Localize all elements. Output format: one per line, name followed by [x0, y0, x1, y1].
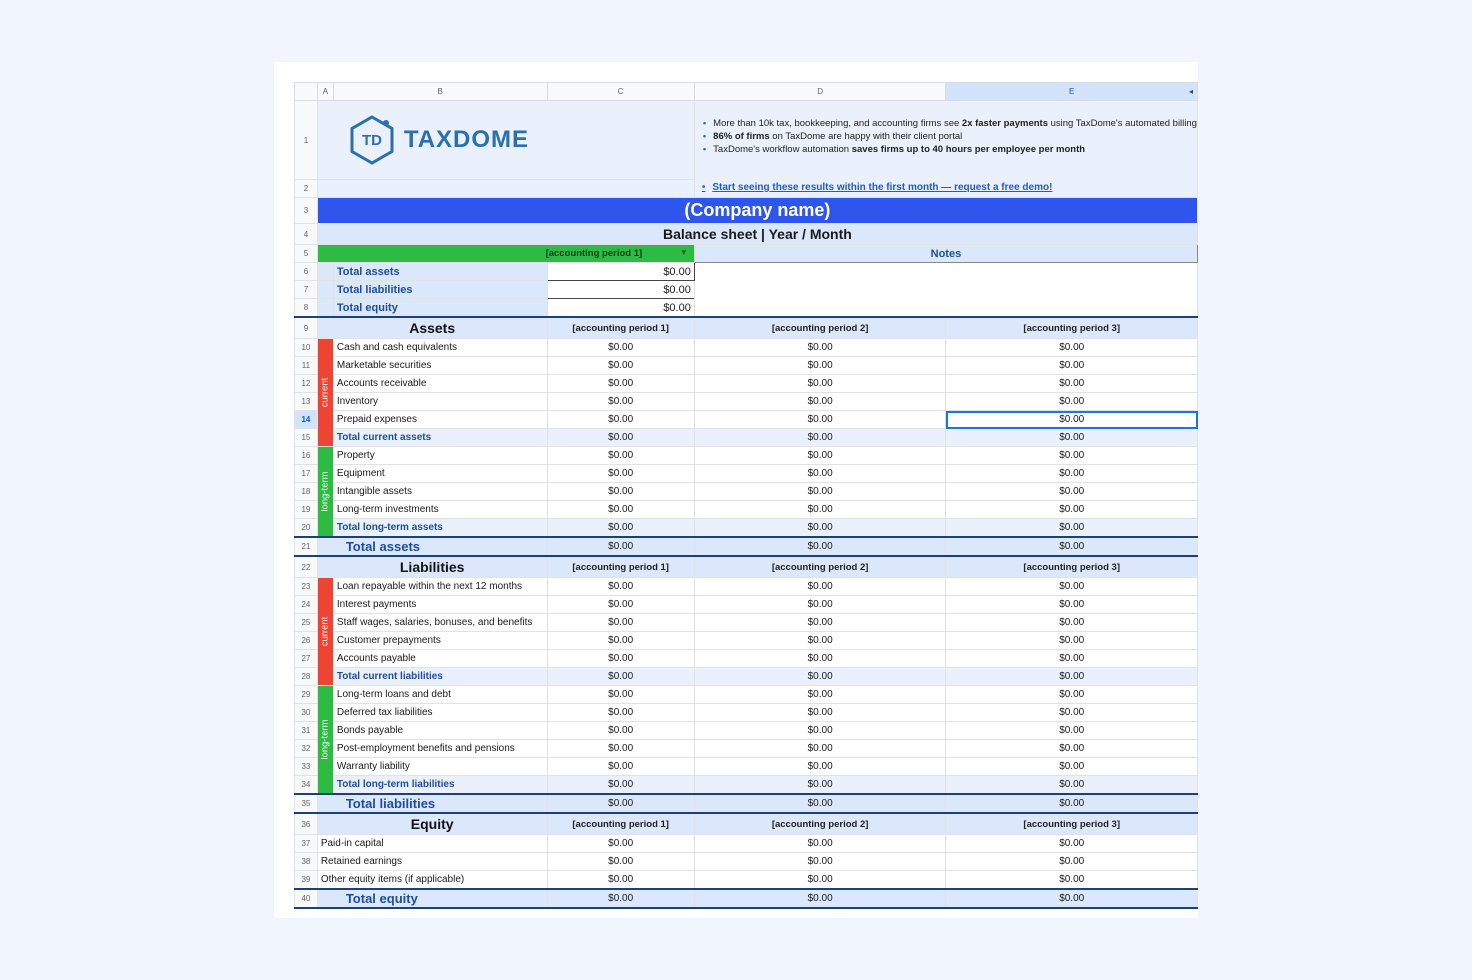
line-item-row — [295, 871, 1198, 890]
spreadsheet-frame — [274, 62, 1198, 918]
value-cell-period-1[interactable]: $0.00 — [547, 722, 694, 740]
value-cell-period-1[interactable]: $0.00 — [547, 393, 694, 411]
value-cell-period-1[interactable]: $0.00 — [547, 740, 694, 758]
row-header-26[interactable]: 26 — [295, 632, 318, 650]
liabilities-header-row — [295, 556, 1198, 578]
line-item-label[interactable]: Intangible assets — [333, 483, 547, 501]
line-item-row — [295, 357, 1198, 375]
summary-label: Total assets — [333, 263, 547, 281]
period-header-2[interactable]: [accounting period 2] — [694, 813, 946, 835]
row-header-10[interactable]: 10 — [295, 339, 318, 357]
value-cell-period-3[interactable]: $0.00 — [946, 429, 1198, 447]
equity-item-label[interactable]: Retained earnings — [317, 853, 547, 871]
total-liabilities: Total liabilities — [317, 794, 547, 813]
column-header-c[interactable]: C — [547, 83, 694, 101]
column-header-row — [295, 83, 1198, 101]
row-header-22[interactable]: 22 — [295, 556, 318, 578]
line-item-row — [295, 393, 1198, 411]
summary-spacer — [317, 281, 333, 299]
line-item-label[interactable]: Deferred tax liabilities — [333, 704, 547, 722]
value-cell-period-3[interactable]: $0.00 — [946, 375, 1198, 393]
row-header-2[interactable]: 2 — [295, 180, 318, 198]
value-cell-period-3[interactable]: $0.00 — [946, 411, 1198, 429]
value-cell-period-2[interactable]: $0.00 — [694, 614, 946, 632]
subtotal-row — [295, 776, 1198, 795]
row-header-3[interactable]: 3 — [295, 198, 318, 224]
value-cell-period-2[interactable]: $0.00 — [694, 758, 946, 776]
line-item-row — [295, 483, 1198, 501]
value-cell-period-2[interactable]: $0.00 — [694, 411, 946, 429]
row-header-20[interactable]: 20 — [295, 519, 318, 538]
row-header-25[interactable]: 25 — [295, 614, 318, 632]
row-header-19[interactable]: 19 — [295, 501, 318, 519]
total-current-assets-label: Total current assets — [333, 429, 547, 447]
line-item-row — [295, 650, 1198, 668]
value-cell-period-3[interactable]: $0.00 — [946, 339, 1198, 357]
row-header-27[interactable]: 27 — [295, 650, 318, 668]
value-cell-period-3[interactable]: $0.00 — [946, 853, 1198, 871]
line-item-label[interactable]: Prepaid expenses — [333, 411, 547, 429]
line-item-row — [295, 339, 1198, 357]
value-cell-period-2[interactable]: $0.00 — [694, 722, 946, 740]
value-cell-period-2[interactable]: $0.00 — [694, 889, 946, 908]
row-header-1[interactable]: 1 — [295, 101, 318, 180]
value-cell-period-2[interactable]: $0.00 — [694, 835, 946, 853]
subtotal-row — [295, 668, 1198, 686]
logo-cell — [317, 101, 694, 180]
sheet-subtitle[interactable]: Balance sheet | Year / Month — [317, 224, 1197, 245]
value-cell-period-1[interactable]: $0.00 — [547, 357, 694, 375]
value-cell-period-2[interactable]: $0.00 — [694, 393, 946, 411]
taxdome-hexagon-icon — [348, 114, 396, 166]
company-name[interactable]: (Company name) — [317, 198, 1197, 224]
value-cell-period-3[interactable]: $0.00 — [946, 650, 1198, 668]
value-cell-period-3[interactable]: $0.00 — [946, 668, 1198, 686]
line-item-label[interactable]: Property — [333, 447, 547, 465]
period-header-1[interactable]: [accounting period 1] — [547, 556, 694, 578]
value-cell-period-3[interactable]: $0.00 — [946, 632, 1198, 650]
subtitle-row — [295, 224, 1198, 245]
value-cell-period-3[interactable]: $0.00 — [946, 596, 1198, 614]
value-cell-period-2[interactable]: $0.00 — [694, 704, 946, 722]
line-item-label[interactable]: Bonds payable — [333, 722, 547, 740]
value-cell-period-3[interactable]: $0.00 — [946, 501, 1198, 519]
row-header-7[interactable]: 7 — [295, 281, 318, 299]
value-cell-period-3[interactable]: $0.00 — [946, 686, 1198, 704]
band-label: current — [319, 377, 331, 407]
promo-bullet: • TaxDome's workflow automation saves firms up to 40 hours per employee per month — [703, 143, 1197, 156]
total-longterm-assets-label: Total long-term assets — [333, 519, 547, 538]
line-item-label[interactable]: Customer prepayments — [333, 632, 547, 650]
total-equity-row — [295, 889, 1198, 908]
band-label: long-term — [319, 470, 331, 512]
row-header-40[interactable]: 40 — [295, 889, 318, 908]
value-cell-period-1[interactable]: $0.00 — [547, 835, 694, 853]
line-item-row — [295, 740, 1198, 758]
row-header-11[interactable]: 11 — [295, 357, 318, 375]
line-item-label[interactable]: Accounts payable — [333, 650, 547, 668]
line-item-row — [295, 447, 1198, 465]
line-item-row — [295, 758, 1198, 776]
row-header-16[interactable]: 16 — [295, 447, 318, 465]
row-header-31[interactable]: 31 — [295, 722, 318, 740]
row-header-17[interactable]: 17 — [295, 465, 318, 483]
line-item-row — [295, 614, 1198, 632]
request-demo-link[interactable]: • Start seeing these results within the first month — request a free demo! — [700, 181, 1053, 194]
value-cell-period-2[interactable]: $0.00 — [694, 794, 946, 813]
period-header-2[interactable]: [accounting period 2] — [694, 556, 946, 578]
period-header-3[interactable]: [accounting period 3] — [946, 317, 1198, 339]
value-cell-period-2[interactable]: $0.00 — [694, 375, 946, 393]
value-cell-period-3[interactable]: $0.00 — [946, 740, 1198, 758]
line-item-row — [295, 704, 1198, 722]
value-cell-period-1[interactable]: $0.00 — [547, 339, 694, 357]
summary-value[interactable]: $0.00 — [547, 263, 694, 281]
summary-value[interactable]: $0.00 — [547, 281, 694, 299]
line-item-row — [295, 411, 1198, 429]
assets-longterm_tag-band — [317, 447, 333, 538]
period-select-cell[interactable] — [317, 245, 694, 263]
value-cell-period-3[interactable]: $0.00 — [946, 614, 1198, 632]
line-item-label[interactable]: Staff wages, salaries, bonuses, and benefits — [333, 614, 547, 632]
line-item-label[interactable]: Inventory — [333, 393, 547, 411]
summary-row — [295, 263, 1198, 281]
value-cell-period-3[interactable]: $0.00 — [946, 758, 1198, 776]
summary-label: Total liabilities — [333, 281, 547, 299]
total-equity: Total equity — [317, 889, 547, 908]
value-cell-period-1[interactable]: $0.00 — [547, 686, 694, 704]
value-cell-period-1[interactable]: $0.00 — [547, 375, 694, 393]
value-cell-period-1[interactable]: $0.00 — [547, 447, 694, 465]
value-cell-period-2[interactable]: $0.00 — [694, 501, 946, 519]
row-header-6[interactable]: 6 — [295, 263, 318, 281]
value-cell-period-3[interactable]: $0.00 — [946, 537, 1198, 556]
total-assets-row — [295, 537, 1198, 556]
value-cell-period-2[interactable]: $0.00 — [694, 740, 946, 758]
row-header-14[interactable]: 14 — [295, 411, 318, 429]
value-cell-period-1[interactable]: $0.00 — [547, 519, 694, 538]
value-cell-period-2[interactable]: $0.00 — [694, 686, 946, 704]
value-cell-period-1[interactable]: $0.00 — [547, 501, 694, 519]
row-header-33[interactable]: 33 — [295, 758, 318, 776]
value-cell-period-1[interactable]: $0.00 — [547, 596, 694, 614]
row-header-32[interactable]: 32 — [295, 740, 318, 758]
link-row-left — [317, 180, 694, 198]
row-header-5[interactable]: 5 — [295, 245, 318, 263]
value-cell-period-3[interactable]: $0.00 — [946, 794, 1198, 813]
value-cell-period-1[interactable]: $0.00 — [547, 411, 694, 429]
value-cell-period-2[interactable]: $0.00 — [694, 357, 946, 375]
value-cell-period-3[interactable]: $0.00 — [946, 447, 1198, 465]
row-header-39[interactable]: 39 — [295, 871, 318, 890]
brand-name: TAXDOME — [403, 126, 530, 153]
row-header-29[interactable]: 29 — [295, 686, 318, 704]
equity-item-label[interactable]: Other equity items (if applicable) — [317, 871, 547, 890]
period-header-3[interactable]: [accounting period 3] — [946, 556, 1198, 578]
row-header-35[interactable]: 35 — [295, 794, 318, 813]
value-cell-period-2[interactable]: $0.00 — [694, 429, 946, 447]
value-cell-period-1[interactable]: $0.00 — [547, 483, 694, 501]
total-assets: Total assets — [317, 537, 547, 556]
value-cell-period-2[interactable]: $0.00 — [694, 871, 946, 890]
value-cell-period-3[interactable]: $0.00 — [946, 393, 1198, 411]
value-cell-period-1[interactable]: $0.00 — [547, 776, 694, 795]
row-header-23[interactable]: 23 — [295, 578, 318, 596]
value-cell-period-2[interactable]: $0.00 — [694, 537, 946, 556]
value-cell-period-3[interactable]: $0.00 — [946, 889, 1198, 908]
summary-value[interactable]: $0.00 — [547, 299, 694, 318]
value-cell-period-1[interactable]: $0.00 — [547, 871, 694, 890]
value-cell-period-1[interactable]: $0.00 — [547, 853, 694, 871]
value-cell-period-2[interactable]: $0.00 — [694, 668, 946, 686]
period-header-1[interactable]: [accounting period 1] — [547, 813, 694, 835]
line-item-row — [295, 853, 1198, 871]
summary-spacer — [317, 299, 333, 318]
summary-header-row — [295, 245, 1198, 263]
spreadsheet-grid — [294, 82, 1198, 909]
total-longterm-liabilities-label: Total long-term liabilities — [333, 776, 547, 795]
line-item-label[interactable]: Cash and cash equivalents — [333, 339, 547, 357]
value-cell-period-2[interactable]: $0.00 — [694, 483, 946, 501]
value-cell-period-3[interactable]: $0.00 — [946, 465, 1198, 483]
notes-area[interactable] — [694, 263, 1197, 318]
value-cell-period-3[interactable]: $0.00 — [946, 776, 1198, 795]
line-item-label[interactable]: Post-employment benefits and pensions — [333, 740, 547, 758]
summary-label: Total equity — [333, 299, 547, 318]
value-cell-period-2[interactable]: $0.00 — [694, 776, 946, 795]
value-cell-period-1[interactable]: $0.00 — [547, 889, 694, 908]
row-header-36[interactable]: 36 — [295, 813, 318, 835]
value-cell-period-3[interactable]: $0.00 — [946, 704, 1198, 722]
row-header-28[interactable]: 28 — [295, 668, 318, 686]
value-cell-period-2[interactable]: $0.00 — [694, 578, 946, 596]
band-label: long-term — [319, 718, 331, 760]
period-select-label: [accounting period 1] — [545, 248, 643, 259]
liabilities-section-title: Liabilities — [317, 556, 547, 578]
row-header-4[interactable]: 4 — [295, 224, 318, 245]
value-cell-period-3[interactable]: $0.00 — [946, 357, 1198, 375]
line-item-label[interactable]: Loan repayable within the next 12 months — [333, 578, 547, 596]
company-row — [295, 198, 1198, 224]
logo-mark-text: TD — [361, 132, 382, 149]
subtotal-row — [295, 429, 1198, 447]
period-header-1[interactable]: [accounting period 1] — [547, 317, 694, 339]
line-item-row — [295, 465, 1198, 483]
row-header-34[interactable]: 34 — [295, 776, 318, 795]
value-cell-period-1[interactable]: $0.00 — [547, 794, 694, 813]
line-item-row — [295, 722, 1198, 740]
period-header-3[interactable]: [accounting period 3] — [946, 813, 1198, 835]
subtotal-row — [295, 519, 1198, 538]
value-cell-period-1[interactable]: $0.00 — [547, 465, 694, 483]
total-liabilities-row — [295, 794, 1198, 813]
line-item-row — [295, 501, 1198, 519]
line-item-label[interactable]: Interest payments — [333, 596, 547, 614]
value-cell-period-2[interactable]: $0.00 — [694, 650, 946, 668]
line-item-label[interactable]: Marketable securities — [333, 357, 547, 375]
promo-bullets — [694, 101, 1197, 198]
column-header-a[interactable]: A — [317, 83, 333, 101]
row-header-9[interactable]: 9 — [295, 317, 318, 339]
value-cell-period-2[interactable]: $0.00 — [694, 339, 946, 357]
liabilities-longterm_tag-band — [317, 686, 333, 795]
value-cell-period-3[interactable]: $0.00 — [946, 519, 1198, 538]
value-cell-period-1[interactable]: $0.00 — [547, 704, 694, 722]
value-cell-period-3[interactable]: $0.00 — [946, 871, 1198, 890]
band-label: current — [319, 616, 331, 646]
row-header-30[interactable]: 30 — [295, 704, 318, 722]
line-item-row — [295, 375, 1198, 393]
row-header-21[interactable]: 21 — [295, 537, 318, 556]
line-item-label[interactable]: Equipment — [333, 465, 547, 483]
value-cell-period-2[interactable]: $0.00 — [694, 465, 946, 483]
value-cell-period-3[interactable]: $0.00 — [946, 578, 1198, 596]
liabilities-current_tag-band — [317, 578, 333, 686]
value-cell-period-1[interactable]: $0.00 — [547, 537, 694, 556]
line-item-row — [295, 632, 1198, 650]
value-cell-period-1[interactable]: $0.00 — [547, 758, 694, 776]
select-all-corner[interactable] — [295, 83, 318, 101]
row-header-13[interactable]: 13 — [295, 393, 318, 411]
value-cell-period-1[interactable]: $0.00 — [547, 650, 694, 668]
row-header-12[interactable]: 12 — [295, 375, 318, 393]
equity-header-row — [295, 813, 1198, 835]
dropdown-arrow-icon[interactable]: ▼ — [679, 248, 688, 257]
value-cell-period-3[interactable]: $0.00 — [946, 483, 1198, 501]
value-cell-period-2[interactable]: $0.00 — [694, 519, 946, 538]
value-cell-period-1[interactable]: $0.00 — [547, 614, 694, 632]
value-cell-period-2[interactable]: $0.00 — [694, 447, 946, 465]
line-item-label[interactable]: Long-term loans and debt — [333, 686, 547, 704]
assets-current_tag-band — [317, 339, 333, 447]
row-header-18[interactable]: 18 — [295, 483, 318, 501]
equity-item-label[interactable]: Paid-in capital — [317, 835, 547, 853]
assets-section-title: Assets — [317, 317, 547, 339]
line-item-row — [295, 578, 1198, 596]
value-cell-period-2[interactable]: $0.00 — [694, 596, 946, 614]
promo-bullet: • 86% of firms on TaxDome are happy with their client portal — [703, 130, 1197, 143]
line-item-label[interactable]: Warranty liability — [333, 758, 547, 776]
row-header-37[interactable]: 37 — [295, 835, 318, 853]
column-header-e-label: E — [1069, 87, 1075, 96]
column-header-d[interactable]: D — [694, 83, 946, 101]
row-header-38[interactable]: 38 — [295, 853, 318, 871]
notes-header: Notes — [694, 245, 1197, 263]
line-item-row — [295, 596, 1198, 614]
line-item-label[interactable]: Long-term investments — [333, 501, 547, 519]
collapse-arrow-icon[interactable]: ◂ — [1188, 87, 1193, 96]
value-cell-period-1[interactable]: $0.00 — [547, 632, 694, 650]
value-cell-period-2[interactable]: $0.00 — [694, 853, 946, 871]
summary-spacer — [317, 263, 333, 281]
value-cell-period-2[interactable]: $0.00 — [694, 632, 946, 650]
value-cell-period-1[interactable]: $0.00 — [547, 429, 694, 447]
period-header-2[interactable]: [accounting period 2] — [694, 317, 946, 339]
header-row — [295, 101, 1198, 180]
balance-sheet-table — [294, 82, 1198, 909]
row-header-15[interactable]: 15 — [295, 429, 318, 447]
value-cell-period-1[interactable]: $0.00 — [547, 668, 694, 686]
row-header-24[interactable]: 24 — [295, 596, 318, 614]
line-item-row — [295, 686, 1198, 704]
value-cell-period-3[interactable]: $0.00 — [946, 722, 1198, 740]
value-cell-period-1[interactable]: $0.00 — [547, 578, 694, 596]
line-item-label[interactable]: Accounts receivable — [333, 375, 547, 393]
value-cell-period-3[interactable]: $0.00 — [946, 835, 1198, 853]
equity-section-title: Equity — [317, 813, 547, 835]
column-header-b[interactable]: B — [333, 83, 547, 101]
row-header-8[interactable]: 8 — [295, 299, 318, 318]
assets-header-row — [295, 317, 1198, 339]
column-header-e[interactable] — [946, 83, 1198, 101]
line-item-row — [295, 835, 1198, 853]
promo-bullet: • More than 10k tax, bookkeeping, and accounting firms see 2x faster payments using TaxDome's automated billing — [703, 117, 1197, 130]
total-current-liabilities-label: Total current liabilities — [333, 668, 547, 686]
